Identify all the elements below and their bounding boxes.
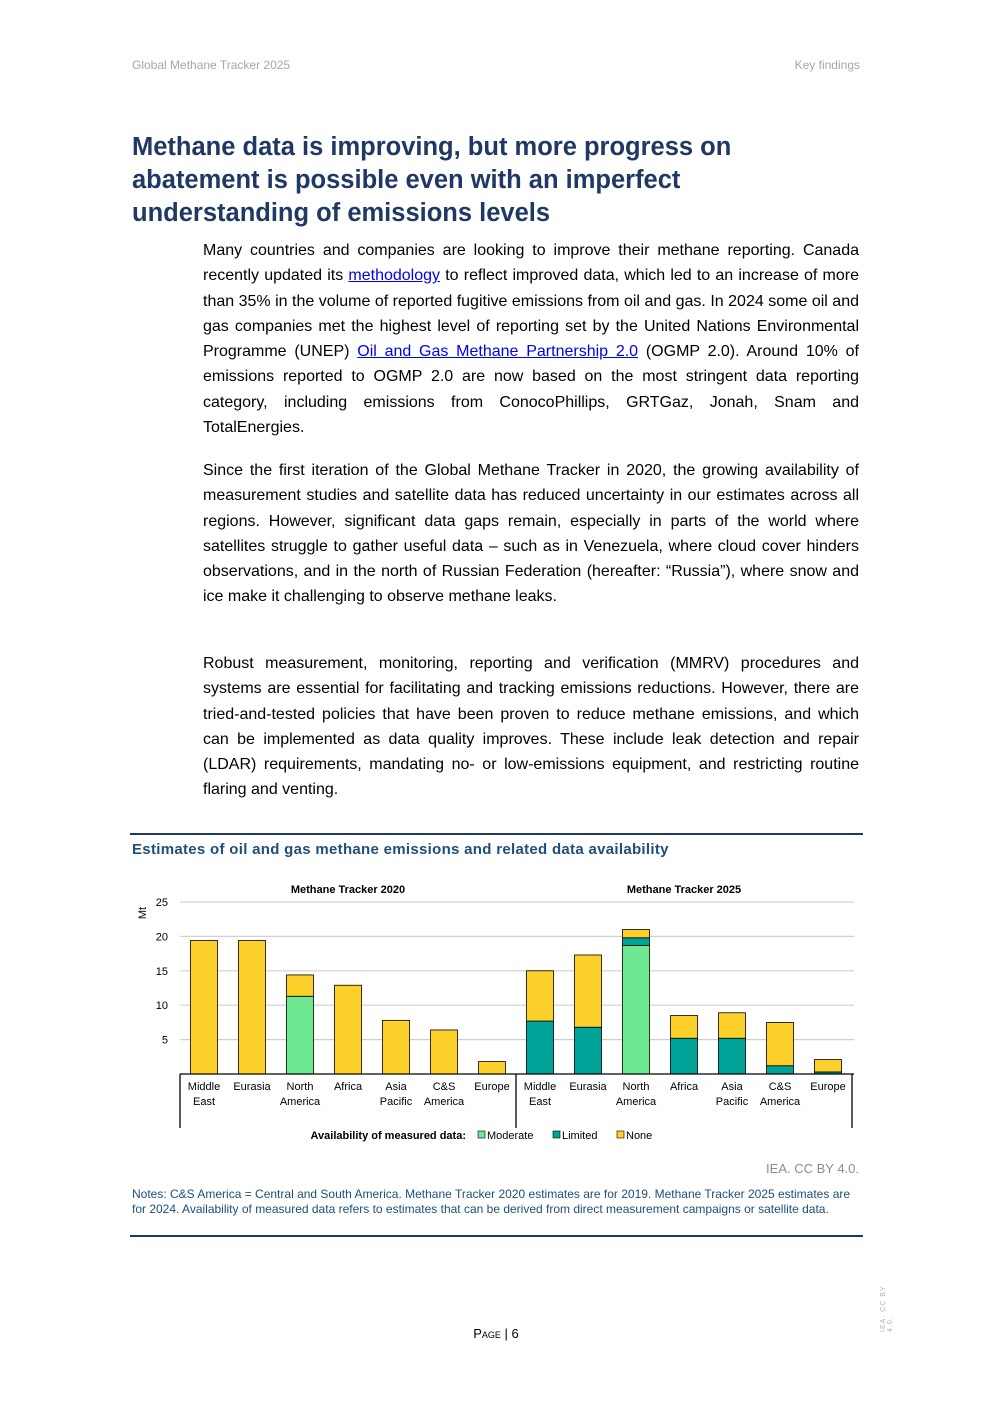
bar-segment-moderate — [287, 996, 314, 1074]
bar-segment-none — [815, 1060, 842, 1072]
legend-label-none: None — [626, 1130, 653, 1142]
x-tick-label: America — [615, 1096, 657, 1108]
y-tick-label: 20 — [155, 931, 168, 944]
paragraph-1 — [203, 238, 859, 440]
x-tick-label: Asia — [385, 1081, 407, 1093]
side-license-note: IEA. CC BY 4.0. — [880, 1285, 894, 1332]
methane-emissions-chart — [130, 870, 863, 1155]
x-tick-label: Middle — [523, 1081, 557, 1093]
legend-swatch-limited — [553, 1131, 560, 1138]
bar-segment-limited — [623, 938, 650, 946]
bar-segment-none — [383, 1020, 410, 1074]
x-tick-label: East — [528, 1096, 552, 1108]
figure-bottom-rule — [130, 1235, 863, 1237]
x-tick-label: Asia — [721, 1081, 743, 1093]
y-tick-label: 5 — [161, 1034, 168, 1047]
bar-segment-limited — [527, 1021, 554, 1074]
x-tick-label: Pacific — [379, 1096, 413, 1108]
figure-top-rule — [130, 833, 863, 835]
bar-segment-none — [527, 971, 554, 1021]
y-tick-label: 15 — [155, 965, 168, 978]
page-label: Page — [473, 1326, 501, 1341]
x-tick-label: America — [279, 1096, 321, 1108]
x-tick-label: North — [622, 1081, 650, 1093]
bar-segment-moderate — [623, 945, 650, 1074]
x-tick-label: Africa — [669, 1081, 699, 1093]
page-number: 6 — [511, 1326, 519, 1341]
y-axis-label: Mt — [137, 906, 149, 920]
bar-segment-none — [671, 1016, 698, 1039]
x-tick-label: Europe — [474, 1081, 510, 1093]
x-tick-label: North — [286, 1081, 314, 1093]
y-tick-label: 25 — [155, 897, 168, 909]
group-title: Methane Tracker 2020 — [290, 884, 406, 896]
bar-segment-none — [239, 941, 266, 1074]
bar-segment-none — [479, 1062, 506, 1074]
ogmp-link[interactable]: Oil and Gas Methane Partnership 2.0 — [357, 343, 639, 361]
running-header-section: Key findings — [794, 58, 860, 72]
paragraph-1-text-c: (OGMP 2.0). Around 10% of emissions reported to OGMP 2.0 are now based on the most stringent data reporting category, including emissions from ConocoPhillips, GRTGaz, Jonah, Snam and TotalEnergies. — [203, 343, 860, 437]
legend-swatch-moderate — [478, 1131, 485, 1138]
paragraph-3: Robust measurement, monitoring, reporting and verification (MMRV) procedures and systems are essential for facilitating and tracking emissions reductions. However, there are tried-and-tested policies that have been proven to reduce methane emissions, and which can be implemented as data quality improves. These include leak detection and repair (LDAR) requirements, mandating no- or low-emissions equipment, and restricting routine flaring and venting. — [203, 655, 859, 799]
x-tick-label: Middle — [187, 1081, 221, 1093]
bar-segment-limited — [719, 1038, 746, 1074]
legend-label-moderate: Moderate — [487, 1130, 534, 1142]
y-tick-label: 10 — [155, 1000, 168, 1013]
legend-swatch-none — [617, 1131, 624, 1138]
bar-segment-none — [287, 975, 314, 996]
bar-segment-none — [191, 941, 218, 1074]
bar-segment-limited — [575, 1027, 602, 1074]
figure-source: IEA. CC BY 4.0. — [766, 1161, 859, 1176]
x-tick-label: Eurasia — [569, 1081, 607, 1093]
x-tick-label: C&S — [432, 1081, 456, 1093]
running-header-title: Global Methane Tracker 2025 — [132, 58, 291, 72]
legend-label-limited: Limited — [562, 1130, 598, 1142]
group-title: Methane Tracker 2025 — [626, 884, 742, 896]
legend-title: Availability of measured data: — [310, 1130, 466, 1142]
x-tick-label: America — [423, 1096, 465, 1108]
bar-segment-none — [335, 985, 362, 1074]
paragraph-1-text-b: to reflect improved data, which led to an increase of more than 35% in the volume of reported fugitive emissions from oil and gas. In 2024 some oil and gas companies met the highest level of reporting set by the United Nations Environmental Programme (UNEP) — [203, 267, 859, 361]
bar-segment-limited — [671, 1038, 698, 1074]
page-footer: Page | 6 — [473, 1326, 519, 1341]
figure-title: Estimates of oil and gas methane emissions and related data availability — [132, 841, 669, 858]
x-tick-label: America — [759, 1096, 801, 1108]
bar-segment-none — [575, 955, 602, 1027]
bar-segment-none — [767, 1022, 794, 1065]
bar-segment-none — [719, 1013, 746, 1038]
x-tick-label: Eurasia — [233, 1081, 271, 1093]
bar-segment-limited — [767, 1066, 794, 1074]
section-heading: Methane data is improving, but more progress on abatement is possible even with an imperfect understanding of emissions levels — [132, 133, 732, 227]
x-tick-label: C&S — [768, 1081, 792, 1093]
bar-segment-none — [623, 930, 650, 938]
x-tick-label: Europe — [810, 1081, 846, 1093]
x-tick-label: Pacific — [715, 1096, 749, 1108]
x-tick-label: East — [192, 1096, 216, 1108]
x-tick-label: Africa — [333, 1081, 363, 1093]
paragraph-1-text-a: Many countries and companies are looking to improve their methane reporting. Canada recently updated its — [203, 242, 859, 285]
methodology-link[interactable]: methodology — [348, 267, 441, 285]
figure-notes: Notes: C&S America = Central and South America. Methane Tracker 2020 estimates are for 2019. Methane Tracker 2025 estimates are for 2024. Availability of measured data refers to estimates that can be derived from direct measurement campaigns or satellite data. — [132, 1187, 851, 1216]
bar-segment-none — [431, 1030, 458, 1074]
paragraph-2: Since the first iteration of the Global Methane Tracker in 2020, the growing availability of measurement studies and satellite data has reduced uncertainty in our estimates across all regions. However, significant data gaps remain, especially in parts of the world where satellites struggle to gather useful data – such as in Venezuela, where cloud cover hinders observations, and in the north of Russian Federation (hereafter: “Russia”), where snow and ice make it challenging to observe methane leaks. — [203, 462, 859, 606]
